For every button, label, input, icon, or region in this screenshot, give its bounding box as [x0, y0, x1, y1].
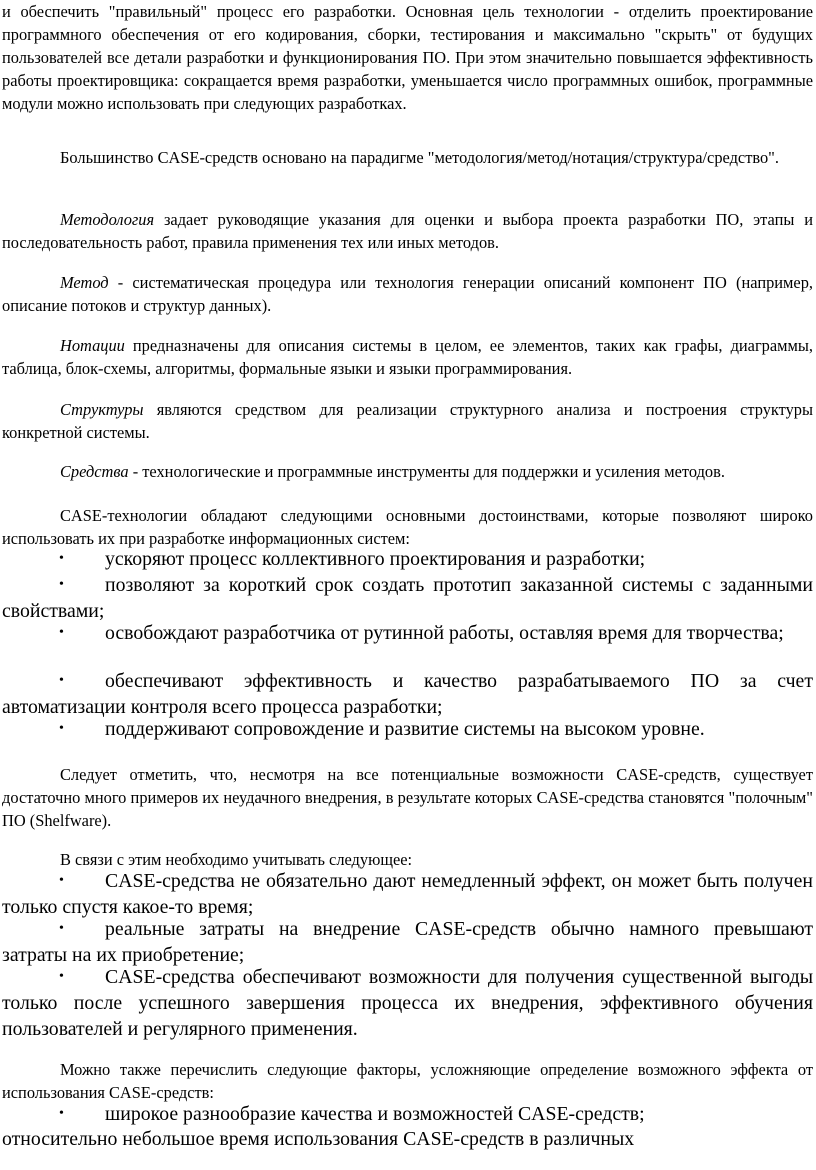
bullet-icon: •	[59, 551, 64, 566]
list-item-text: обеспечивают эффективность и качество разрабатываемого ПО за счет автоматизации контроля всего процесса разработки;	[2, 670, 813, 718]
definition-method: - систематическая процедура или технология генерации описаний компонент ПО (например, описание потоков и структур данных).	[2, 273, 813, 315]
list-item	[2, 572, 813, 624]
bullet-icon: •	[59, 673, 64, 688]
list-item	[2, 916, 813, 968]
definition-notations: предназначены для описания системы в целом, ее элементов, таких как графы, диаграммы, таблица, блок-схемы, алгоритмы, формальные языки и языки программирования.	[2, 336, 813, 378]
paragraph-considerations-intro: В связи с этим необходимо учитывать следующее:	[60, 850, 413, 869]
bullet-icon: •	[59, 721, 64, 736]
list-item	[2, 868, 813, 920]
paragraph-shelfware: Следует отметить, что, несмотря на все потенциальные возможности CASE-средств, существует достаточно много примеров их неудачного внедрения, в результате которых CASE-средства становятся "полочным" ПО (Shelfware).	[2, 765, 813, 830]
definition-tools: - технологические и программные инструменты для поддержки и усиления методов.	[128, 462, 725, 481]
bullet-icon: •	[59, 921, 64, 936]
paragraph-notations	[2, 334, 813, 380]
paragraph-factors-intro: Можно также перечислить следующие факторы, усложняющие определение возможного эффекта от использования CASE-средств:	[2, 1060, 813, 1102]
bullet-icon: •	[59, 873, 64, 888]
paragraph-method	[2, 271, 813, 317]
list-item-text: CASE-средства не обязательно дают немедленный эффект, он может быть получен только спустя какое-то время;	[2, 870, 813, 918]
list-item	[2, 716, 813, 742]
paragraph-advantages-intro: CASE-технологии обладают следующими основными достоинствами, которые позволяют широко использовать их при разработке информационных систем:	[2, 506, 813, 548]
bullet-icon: •	[59, 625, 64, 640]
term-notations: Нотации	[60, 336, 125, 355]
list-item	[2, 668, 813, 720]
list-item-text: поддерживают сопровождение и развитие системы на высоком уровне.	[105, 718, 705, 740]
definition-methodology: задает руководящие указания для оценки и выбора проекта разработки ПО, этапы и последовательность работ, правила применения тех или иных методов.	[2, 210, 813, 252]
list-item-text: позволяют за короткий срок создать прототип заказанной системы с заданными свойствами;	[2, 574, 813, 622]
bullet-icon: •	[59, 1106, 64, 1121]
list-item-text: широкое разнообразие качества и возможностей CASE-средств;	[105, 1103, 645, 1125]
trailing-line: относительно небольшое время использования CASE-средств в различных	[2, 1128, 635, 1150]
list-item-text: освобождают разработчика от рутинной работы, оставляя время для творчества;	[105, 622, 784, 644]
term-methodology: Методология	[60, 210, 155, 229]
paragraph-methodology	[2, 208, 813, 254]
term-method: Метод	[60, 273, 109, 292]
paragraph-paradigm: Большинство CASE-средств основано на парадигме "методология/метод/нотация/структура/средство".	[60, 148, 779, 167]
paragraph-structures	[2, 398, 813, 444]
term-structures: Структуры	[60, 400, 144, 419]
list-item-text: реальные затраты на внедрение CASE-средств обычно намного превышают затраты на их приобретение;	[2, 918, 813, 966]
bullet-icon: •	[59, 969, 64, 984]
list-item-text: ускоряют процесс коллективного проектирования и разработки;	[105, 548, 646, 570]
definition-structures: являются средством для реализации структурного анализа и построения структуры конкретной системы.	[2, 400, 813, 442]
list-item	[2, 964, 813, 1042]
paragraph-tools	[2, 460, 813, 483]
list-item	[2, 620, 813, 646]
list-item-text: CASE-средства обеспечивают возможности для получения существенной выгоды только после успешного завершения процесса их внедрения, эффективного обучения пользователей и регулярного применения.	[2, 966, 813, 1040]
paragraph-intro-continuation: и обеспечить "правильный" процесс его разработки. Основная цель технологии - отделить проектирование программного обеспечения от его кодирования, сборки, тестирования и максимально "скрыть" от будущих пользователей все детали разработки и функционирования ПО. При этом значительно повышается эффективность работы проектировщика: сокращается время разработки, уменьшается число программных ошибок, программные модули можно использовать при следующих разработках.	[2, 2, 813, 113]
bullet-icon: •	[59, 577, 64, 592]
term-tools: Средства	[60, 462, 129, 481]
list-item	[2, 1101, 813, 1127]
list-item	[2, 546, 813, 572]
